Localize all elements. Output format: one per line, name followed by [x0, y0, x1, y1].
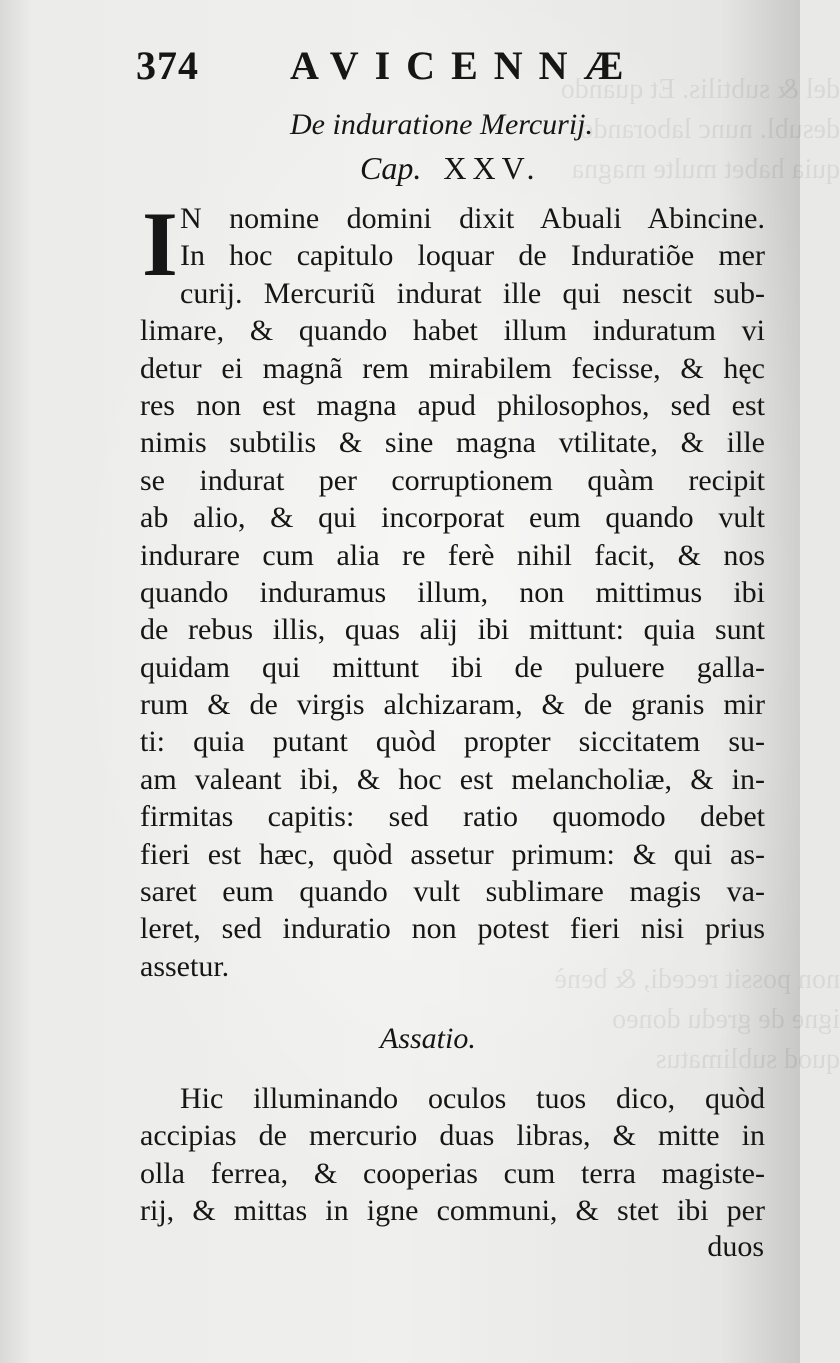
text-line: fieri est hæc, quòd assetur primum: & qui as- [140, 837, 765, 871]
text-line: assetur. [140, 949, 230, 983]
text-line: In hoc capitulo loquar de Induratiõe mer [180, 239, 765, 273]
running-head: AVICENNÆ [290, 43, 640, 88]
chapter-body [140, 193, 765, 985]
chapter-title: De induratione Mercurij. [290, 108, 594, 141]
section-body [140, 1080, 765, 1230]
drop-capital: I [142, 193, 178, 295]
text-line: rum & de virgis alchizaram, & de granis mir [140, 688, 765, 722]
text-line: N nomine domini dixit Abuali Abincine. [180, 202, 765, 235]
text-line: accipias de mercurio duas libras, & mitte in [140, 1119, 765, 1153]
chapter-roman-numeral: XXV. [443, 150, 541, 186]
text-line: leret, sed induratio non potest fieri nisi prius [140, 912, 765, 946]
text-line: olla ferrea, & cooperias cum terra magiste- [140, 1156, 765, 1190]
text-line: res non est magna apud philosophos, sed est [140, 388, 765, 422]
catchword: duos [707, 1230, 764, 1263]
text-line: saret eum quando vult sublimare magis va- [140, 875, 765, 909]
text-line: de rebus illis, quas alij ibi mittunt: quia sunt [140, 613, 765, 647]
text-line: se indurat per corruptionem quàm recipit [140, 463, 765, 497]
text-line: quidam qui mittunt ibi de puluere galla- [140, 650, 765, 684]
show-through-text: del & subtilis. Et quando desubl. nunc laborando quia habet multe magna [560, 74, 840, 185]
page-header [130, 42, 690, 98]
page-number: 374 [136, 43, 199, 88]
text-line: rij, & mittas in igne communi, & stet ibi per [140, 1194, 765, 1228]
section-heading: Assatio. [380, 1022, 476, 1055]
chapter-cap-label: Cap. [360, 150, 422, 186]
text-line: detur ei magnã rem mirabilem fecisse, & hęc [140, 351, 765, 385]
text-line: am valeant ibi, & hoc est melancholiæ, & in- [140, 762, 765, 796]
chapter-number [360, 150, 541, 187]
text-line: nimis subtilis & sine magna vtilitate, & ille [140, 426, 765, 460]
text-line: ti: quia putant quòd propter siccitatem su- [140, 725, 765, 759]
text-line: Hic illuminando oculos tuos dico, quòd [180, 1082, 765, 1115]
text-line: firmitas capitis: sed ratio quomodo debet [140, 800, 765, 834]
text-line: indurare cum alia re ferè nihil facit, & nos [140, 538, 765, 572]
text-line: ab alio, & qui incorporat eum quando vult [140, 501, 765, 535]
text-line: quando induramus illum, non mittimus ibi [140, 575, 765, 609]
show-through-text: non possit recedi, & benè igne de gredu doneo quod sublimatus [554, 964, 840, 1075]
text-line: curij. Mercuriũ indurat ille qui nescit sub- [180, 276, 765, 310]
text-line: limare, & quando habet illum induratum vi [140, 314, 765, 348]
